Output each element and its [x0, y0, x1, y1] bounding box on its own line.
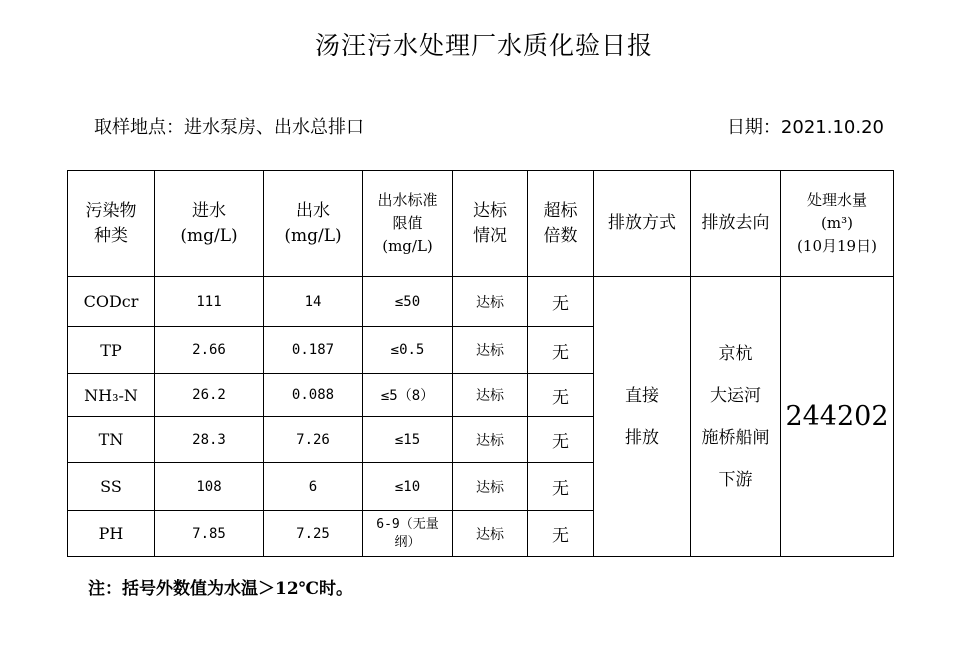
header-pollutant: 污染物 种类 — [68, 171, 155, 277]
exceed-cell: 无 — [528, 277, 594, 327]
discharge-direction-cell: 京杭 大运河 施桥船闸 下游 — [691, 277, 781, 557]
limit-cell: ≤5（8） — [363, 374, 453, 417]
report-title: 汤汪污水处理厂水质化验日报 — [314, 31, 653, 60]
pollutant-cell: CODcr — [68, 277, 155, 327]
sampling-location: 取样地点：进水泵房、出水总排口 — [94, 117, 364, 138]
header-inflow: 进水 (mg/L) — [155, 171, 264, 277]
volume-value: 244202 — [781, 277, 894, 557]
inflow-cell: 2.66 — [155, 327, 264, 374]
header-compliance: 达标 情况 — [453, 171, 528, 277]
exceed-cell: 无 — [528, 463, 594, 511]
compliance-cell: 达标 — [453, 374, 528, 417]
header-limit: 出水标准 限值 (mg/L) — [363, 171, 453, 277]
pollutant-cell: PH — [68, 511, 155, 557]
footnote: 注：括号外数值为水温＞12℃时。 — [88, 579, 354, 599]
limit-cell: ≤10 — [363, 463, 453, 511]
compliance-cell: 达标 — [453, 511, 528, 557]
water-quality-table — [67, 170, 894, 557]
table-header-row — [68, 171, 894, 277]
header-outflow: 出水 (mg/L) — [264, 171, 363, 277]
outflow-cell: 7.25 — [264, 511, 363, 557]
exceed-cell: 无 — [528, 374, 594, 417]
compliance-cell: 达标 — [453, 277, 528, 327]
header-discharge-direction: 排放去向 — [691, 171, 781, 277]
inflow-cell: 28.3 — [155, 417, 264, 463]
table-row — [68, 277, 894, 327]
header-discharge-method: 排放方式 — [594, 171, 691, 277]
pollutant-cell: TN — [68, 417, 155, 463]
exceed-cell: 无 — [528, 327, 594, 374]
exceed-cell: 无 — [528, 417, 594, 463]
inflow-cell: 111 — [155, 277, 264, 327]
limit-cell: 6-9（无量 纲） — [363, 511, 453, 557]
discharge-method-cell: 直接 排放 — [594, 277, 691, 557]
compliance-cell: 达标 — [453, 463, 528, 511]
exceed-cell: 无 — [528, 511, 594, 557]
header-volume: 处理水量 (m³) (10月19日) — [781, 171, 894, 277]
limit-cell: ≤50 — [363, 277, 453, 327]
limit-cell: ≤15 — [363, 417, 453, 463]
inflow-cell: 108 — [155, 463, 264, 511]
outflow-cell: 14 — [264, 277, 363, 327]
compliance-cell: 达标 — [453, 327, 528, 374]
outflow-cell: 7.26 — [264, 417, 363, 463]
pollutant-cell: TP — [68, 327, 155, 374]
outflow-cell: 0.088 — [264, 374, 363, 417]
report-date: 日期：2021.10.20 — [726, 117, 884, 138]
inflow-cell: 26.2 — [155, 374, 264, 417]
limit-cell: ≤0.5 — [363, 327, 453, 374]
outflow-cell: 0.187 — [264, 327, 363, 374]
outflow-cell: 6 — [264, 463, 363, 511]
header-exceed: 超标 倍数 — [528, 171, 594, 277]
compliance-cell: 达标 — [453, 417, 528, 463]
pollutant-cell: SS — [68, 463, 155, 511]
inflow-cell: 7.85 — [155, 511, 264, 557]
pollutant-cell: NH₃-N — [68, 374, 155, 417]
